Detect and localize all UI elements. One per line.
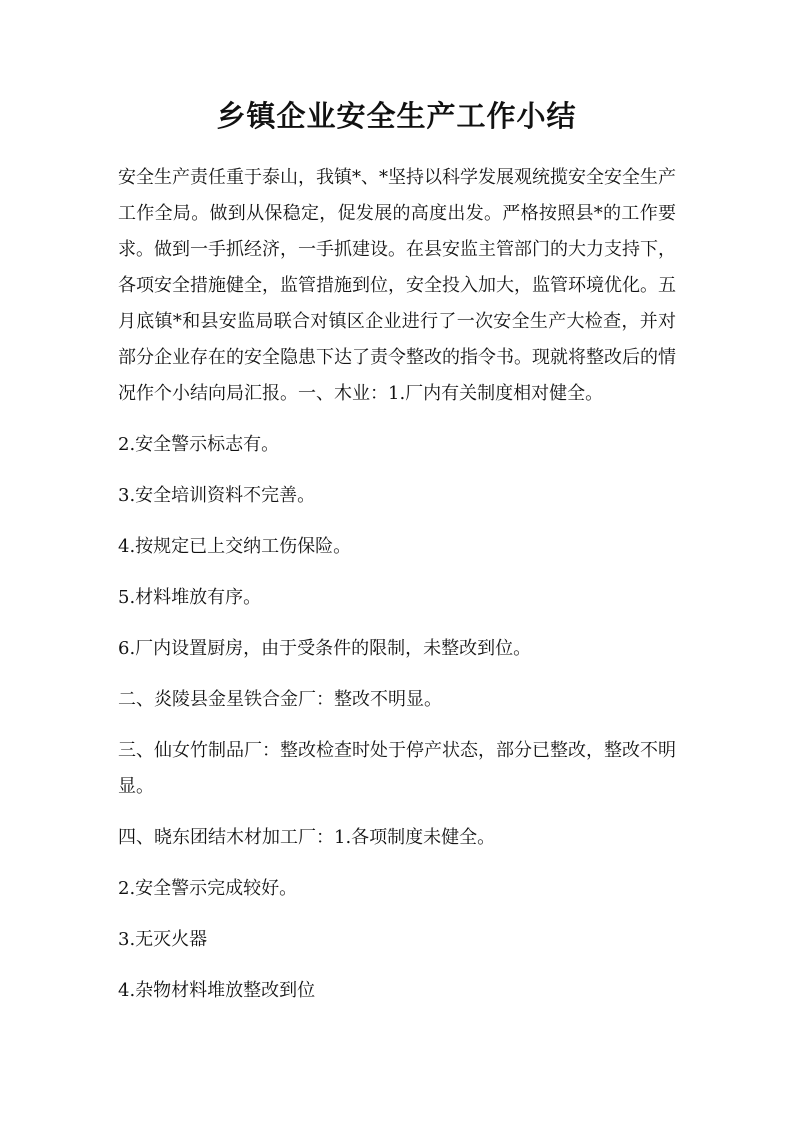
paragraph-item: 3.无灭火器 <box>118 929 208 950</box>
paragraph-item: 4.杂物材料堆放整改到位 <box>118 980 316 1001</box>
paragraph-section: 二、炎陵县金星铁合金厂：整改不明显。 <box>118 689 442 710</box>
document-body <box>118 160 676 1024</box>
paragraph-item: 6.厂内设置厨房，由于受条件的限制，未整改到位。 <box>118 638 532 659</box>
paragraph-item: 5.材料堆放有序。 <box>118 587 262 608</box>
paragraph-section: 四、晓东团结木材加工厂：1.各项制度未健全。 <box>118 827 496 848</box>
paragraph-item: 3.安全培训资料不完善。 <box>118 485 316 506</box>
paragraph-item: 2.安全警示标志有。 <box>118 434 280 455</box>
paragraph-item: 4.按规定已上交纳工伤保险。 <box>118 536 352 557</box>
document-title: 乡镇企业安全生产工作小结 <box>216 99 577 133</box>
paragraph-intro: 安全生产责任重于泰山，我镇*、*坚持以科学发展观统揽安全安全生产工作全局。做到从保稳定，促发展的高度出发。严格按照县*的工作要求。做到一手抓经济，一手抓建设。在县安监主管部门的大力支持下，各项安全措施健全，监管措施到位，安全投入加大，监管环境优化。五月底镇*和县安监局联合对镇区企业进行了一次安全生产大检查，并对部分企业存在的安全隐患下达了责令整改的指令书。现就将整改后的情况作个小结向局汇报。一、木业：1.厂内有关制度相对健全。 <box>118 167 676 404</box>
paragraph-item: 2.安全警示完成较好。 <box>118 878 298 899</box>
paragraph-section: 三、仙女竹制品厂：整改检查时处于停产状态，部分已整改，整改不明显。 <box>118 740 676 797</box>
